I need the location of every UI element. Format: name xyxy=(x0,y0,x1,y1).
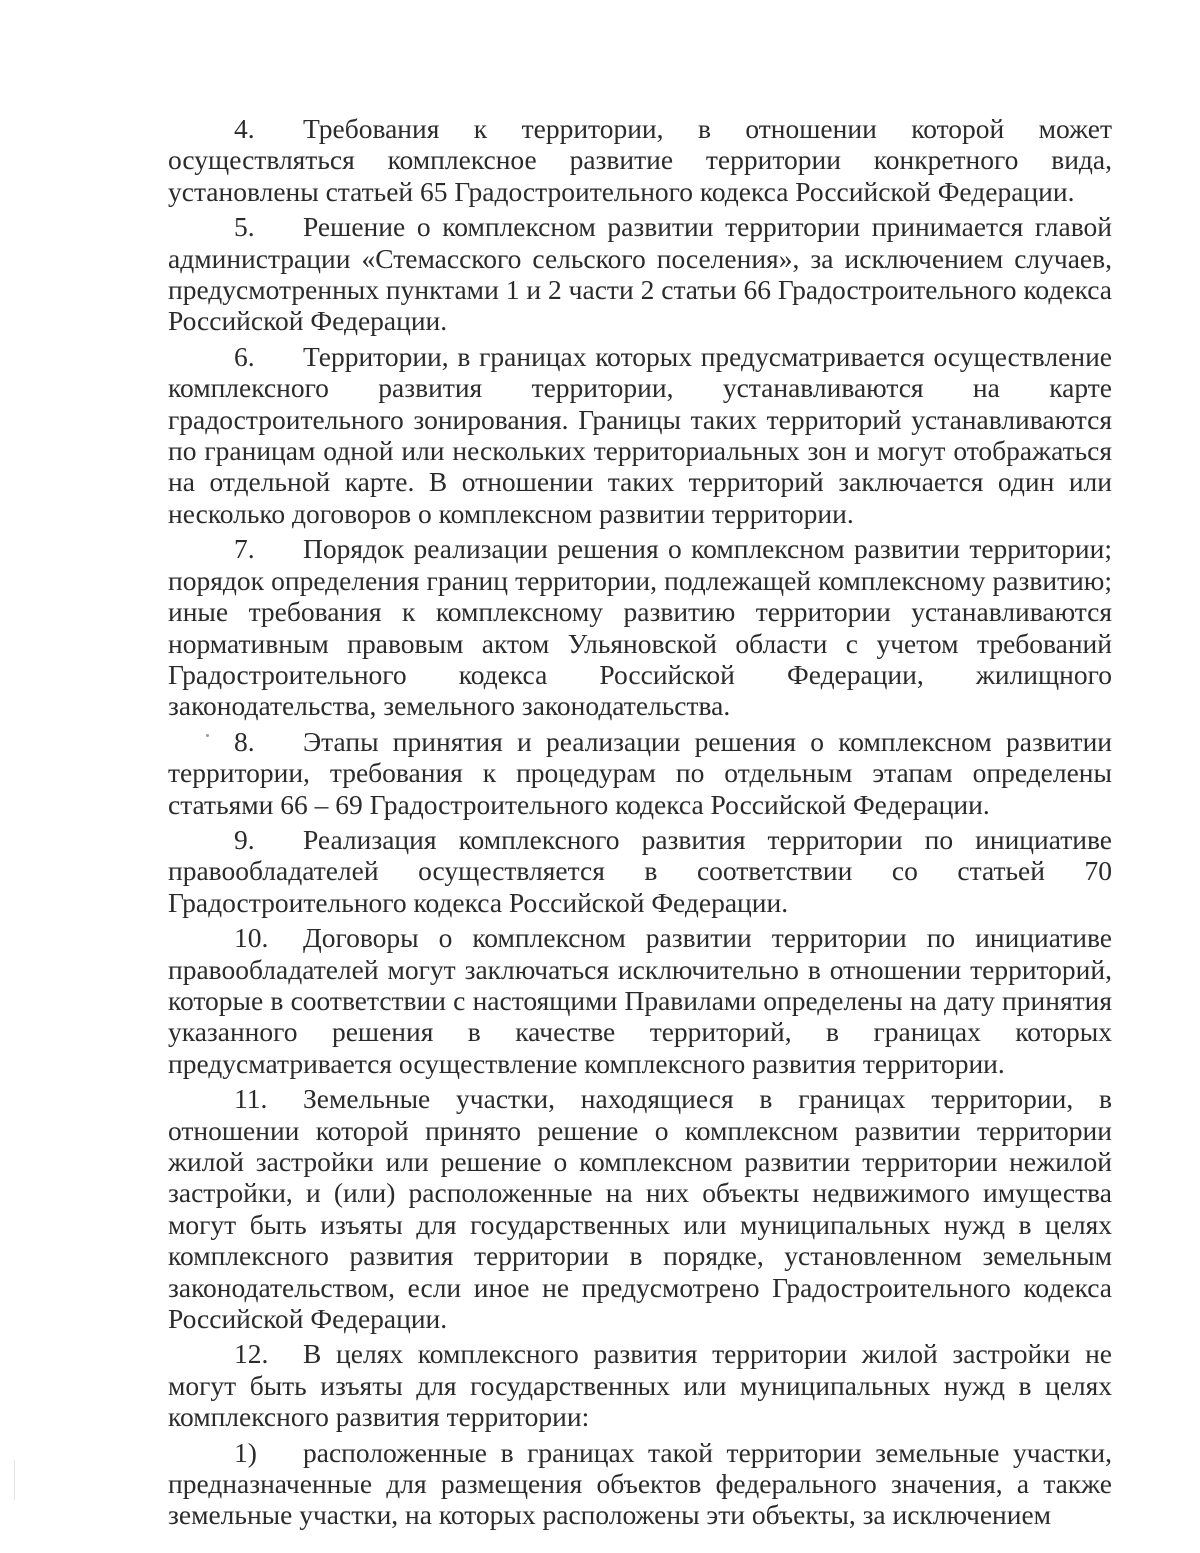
paragraph-text: Земельные участки, находящиеся в границах территории, в отношении которой принято решение о комплексном развитии территории жилой застройки или решение о комплексном развитии территории нежилой застройки, и (или) расположенные на них объекты недвижимого имущества могут быть изъяты для государственных или муниципальных нужд в целях комплексного развития территории в порядке, установленном земельным законодательством, если иное не предусмотрено Градостроительного кодекса Российской Федерации. xyxy=(168,1083,1112,1335)
document-body xyxy=(168,113,1112,1535)
paragraph-10 xyxy=(168,922,1112,1079)
paragraph-8 xyxy=(168,726,1112,820)
scan-edge-line xyxy=(14,1460,15,1500)
paragraph-11 xyxy=(168,1083,1112,1334)
paragraph-number: 9. xyxy=(234,823,255,855)
paragraph-text: Требования к территории, в отношении которой может осуществляться комплексное развитие территории конкретного вида, установлены статьей 65 Градостроительного кодекса Российской Федерации. xyxy=(168,113,1112,207)
paragraph-number: 12. xyxy=(234,1338,269,1370)
paragraph-4 xyxy=(168,113,1112,207)
paragraph-text: Территории, в границах которых предусматривается осуществление комплексного развития территории, устанавливаются на карте градостроительного зонирования. Границы таких территорий устанавливаются по границам одной или нескольких территориальных зон и могут отображаться на отдельной карте. В отношении таких территорий заключается один или несколько договоров о комплексном развитии территории. xyxy=(168,340,1112,529)
paragraph-text: Порядок реализации решения о комплексном развитии территории; порядок определения границ территории, подлежащей комплексному развитию; иные требования к комплексному развитию территории устанавливаются нормативным правовым актом Ульяновской области с учетом требований Градостроительного кодекса Российской Федерации, жилищного законодательства, земельного законодательства. xyxy=(168,533,1112,722)
paragraph-number: 7. xyxy=(234,533,255,565)
paragraph-6 xyxy=(168,341,1112,529)
paragraph-number: 1) xyxy=(234,1436,257,1468)
subparagraph-1 xyxy=(168,1437,1112,1531)
paragraph-text: Решение о комплексном развитии территории принимается главой администрации «Стемасского сельского поселения», за исключением случаев, предусмотренных пунктами 1 и 2 части 2 статьи 66 Градостроительного кодекса Российской Федерации. xyxy=(168,211,1112,337)
paragraph-text: Реализация комплексного развития территории по инициативе правообладателей осуществляется в соответствии со статьей 70 Градостроительного кодекса Российской Федерации. xyxy=(168,823,1112,918)
paragraph-text: Договоры о комплексном развитии территории по инициативе правообладателей могут заключаться исключительно в отношении территорий, которые в соответствии с настоящими Правилами определены на дату принятия указанного решения в качестве территорий, в границах которых предусматривается осуществление комплексного развития территории. xyxy=(168,922,1112,1079)
paragraph-number: 4. xyxy=(234,113,255,144)
paragraph-12 xyxy=(168,1338,1112,1432)
paragraph-number: 10. xyxy=(234,922,269,954)
paragraph-7 xyxy=(168,533,1112,721)
paragraph-text: В целях комплексного развития территории жилой застройки не могут быть изъяты для государственных или муниципальных нужд в целях комплексного развития территории: xyxy=(168,1338,1112,1433)
paragraph-number: 11. xyxy=(234,1083,268,1115)
paragraph-number: 8. xyxy=(234,725,255,757)
paragraph-number: 6. xyxy=(234,340,255,372)
paragraph-5 xyxy=(168,211,1112,337)
paragraph-number: 5. xyxy=(234,211,255,243)
paragraph-text: Этапы принятия и реализации решения о комплексном развитии территории, требования к процедурам по отдельным этапам определены статьями 66 – 69 Градостроительного кодекса Российской Федерации. xyxy=(168,725,1112,820)
paragraph-9 xyxy=(168,824,1112,918)
paragraph-text: расположенные в границах такой территории земельные участки, предназначенные для размещения объектов федерального значения, а также земельные участки, на которых расположены эти объекты, за исключением xyxy=(168,1436,1112,1531)
